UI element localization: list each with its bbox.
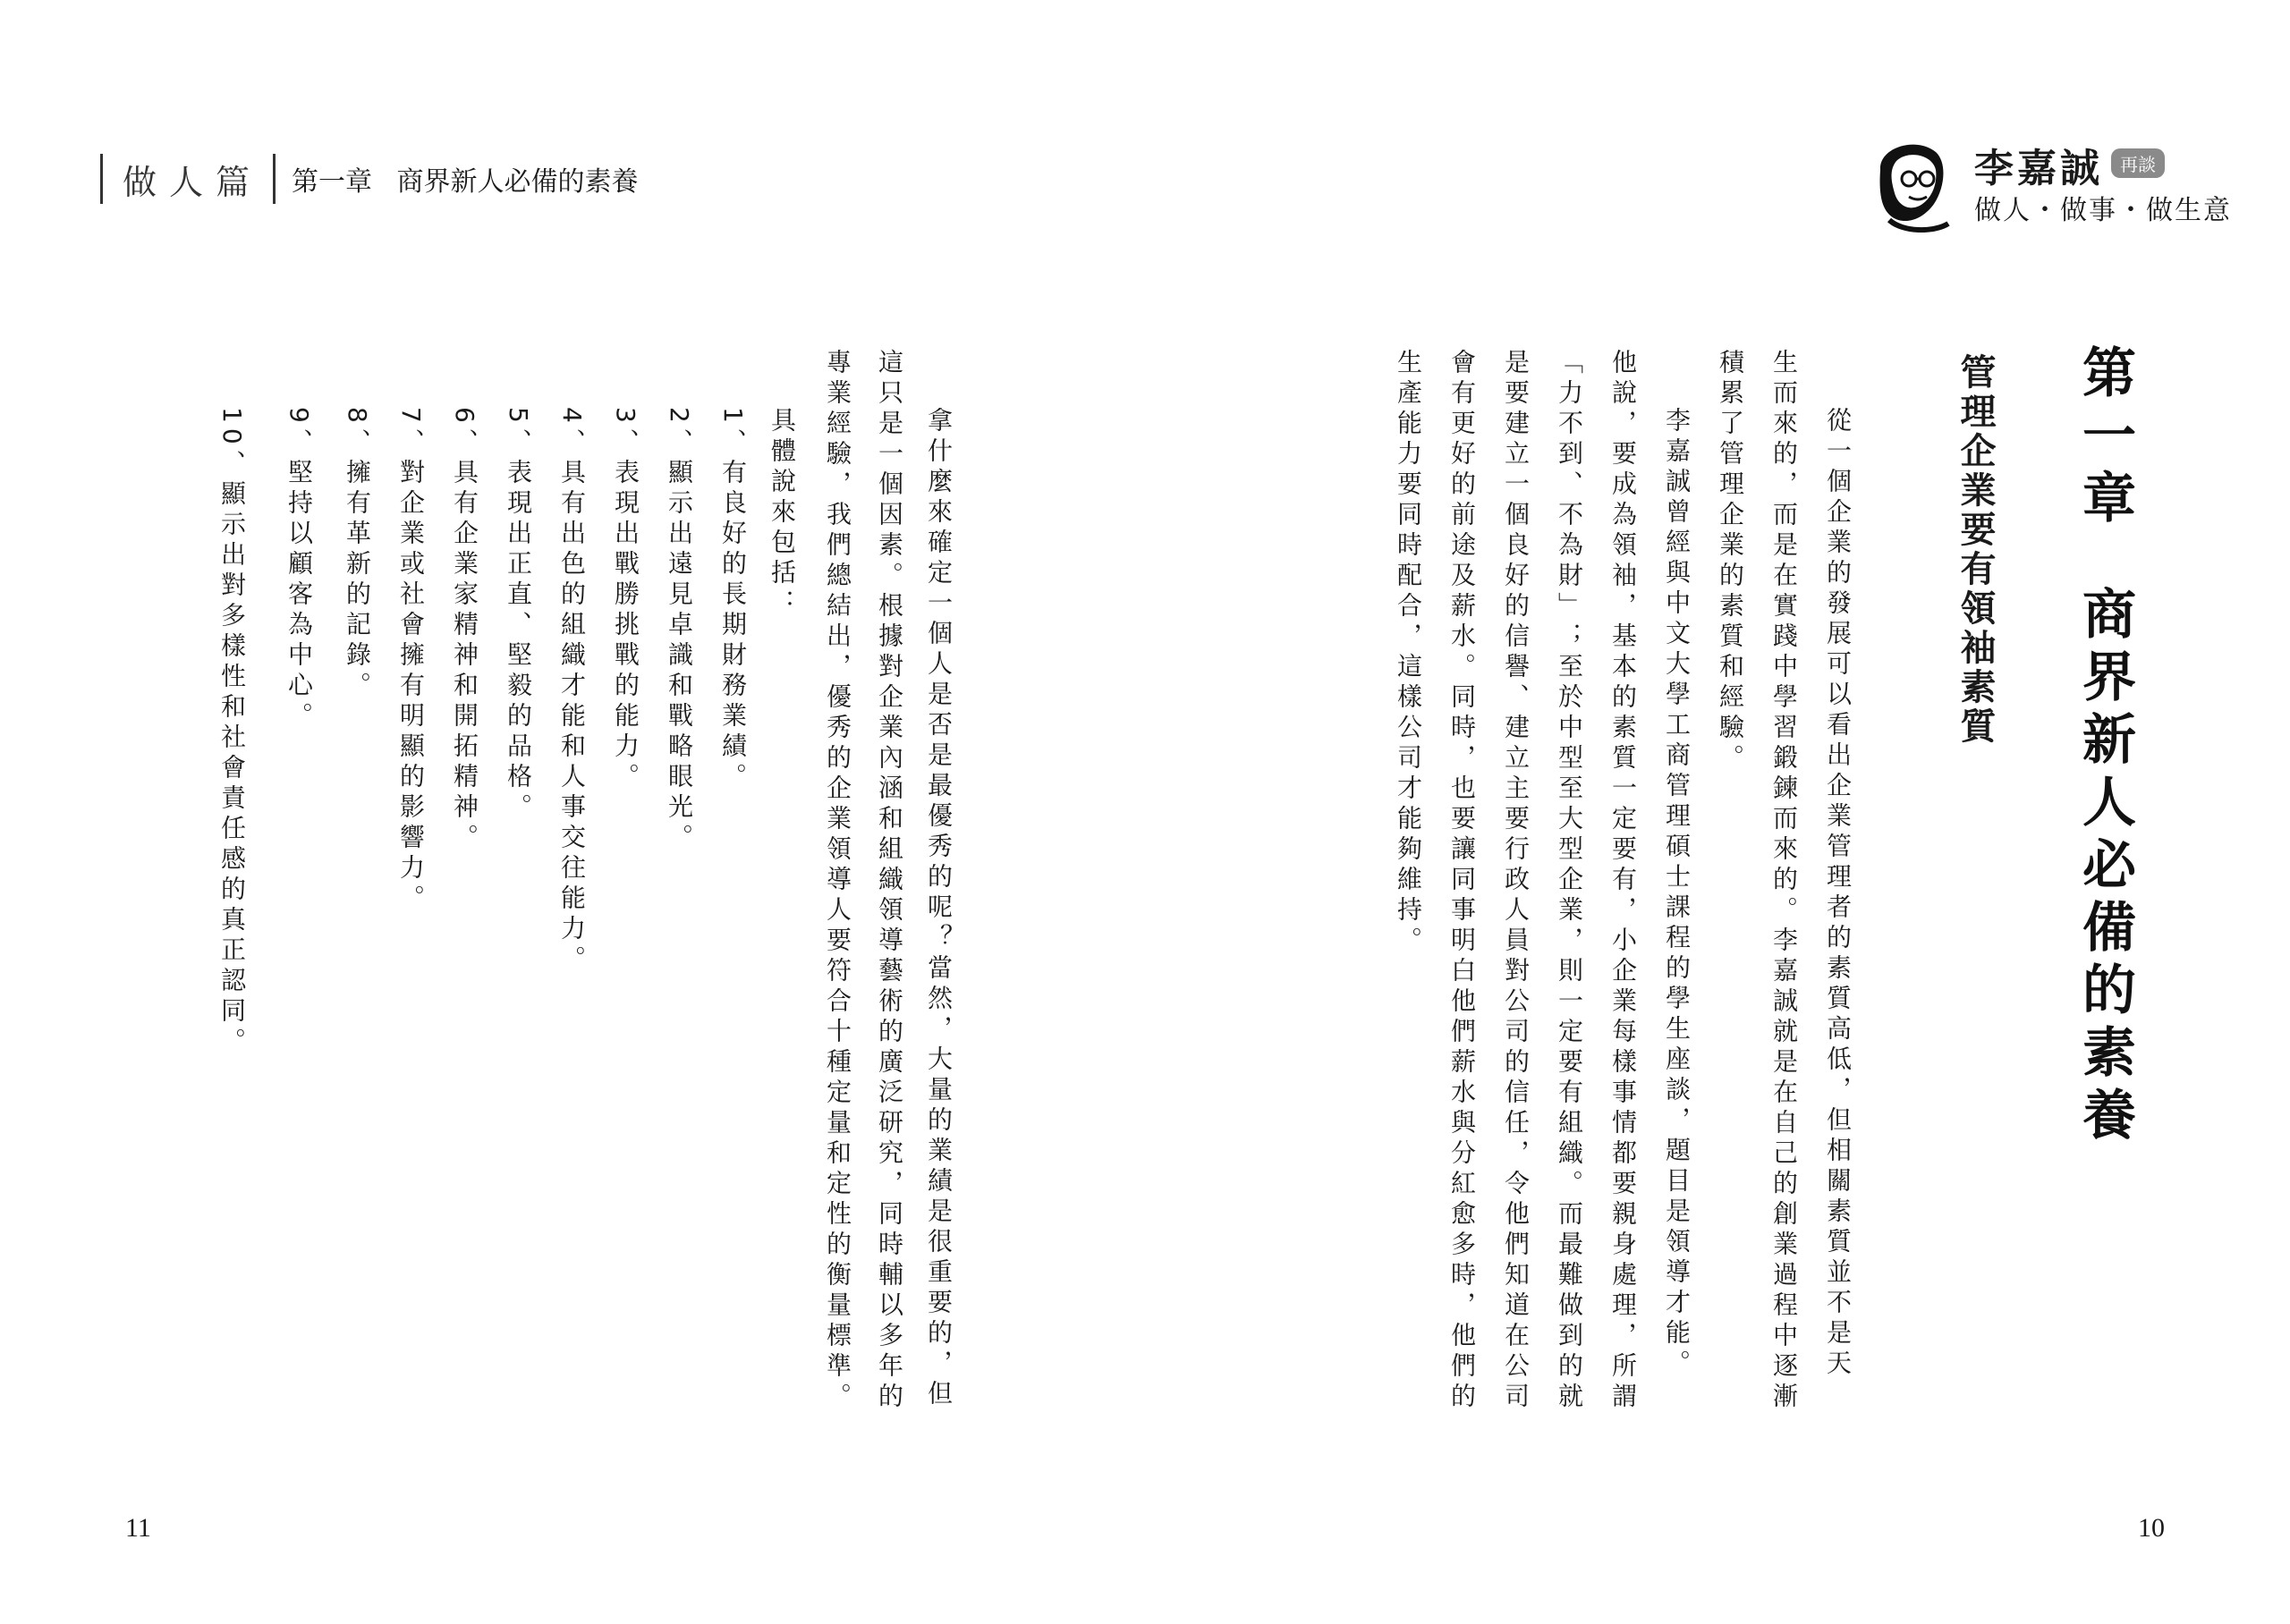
chapter-title bbox=[2066, 344, 2143, 1149]
running-header-chapter: 第一章 商界新人必備的素養 bbox=[292, 166, 639, 198]
list-item: 3、表現出戰勝挑戰的能力。 bbox=[611, 407, 640, 793]
list-item: 2、顯示出遠見卓識和戰略眼光。 bbox=[665, 407, 694, 854]
text-column: 李嘉誠曾經與中文大學工商管理碩士課程的學生座談，題目是領導才能。 bbox=[1662, 407, 1692, 1380]
chapter-name: 商界新人必備的素養 bbox=[2074, 586, 2136, 1149]
text-column: 會有更好的前途及薪水。同時，也要讓同事明白他們薪水與分紅愈多時，他們的 bbox=[1447, 349, 1477, 1413]
right-page bbox=[1145, 0, 2290, 1624]
list-item: 6、具有企業家精神和開拓精神。 bbox=[450, 407, 479, 854]
text-column: 生而來的，而是在實踐中學習鍛鍊而來的。李嘉誠就是在自己的創業過程中逐漸 bbox=[1769, 349, 1799, 1413]
running-header-part: 做人篇 bbox=[123, 162, 263, 202]
portrait-icon bbox=[1862, 134, 1961, 233]
page-number: 10 bbox=[2138, 1513, 2165, 1543]
list-item: 1、有良好的長期財務業績。 bbox=[718, 407, 748, 793]
running-header bbox=[100, 154, 639, 204]
text-column: 積累了管理企業的素質和經驗。 bbox=[1716, 349, 1745, 774]
logo-title: 李嘉誠 bbox=[1974, 146, 2103, 191]
text-column: 「力不到、不為財」；至於中型至大型企業，則一定要有組織。而最難做到的就 bbox=[1555, 349, 1584, 1413]
section-heading: 管理企業要有領袖素質 bbox=[1955, 353, 1996, 747]
page-number: 11 bbox=[125, 1513, 151, 1543]
text-column: 他說，要成為領袖，基本的素質一定要有，小企業每樣事情都要親身處理，所謂 bbox=[1608, 349, 1638, 1413]
chapter-number: 第一章 bbox=[2074, 344, 2136, 532]
list-item: 8、擁有革新的記錄。 bbox=[343, 407, 372, 702]
text-column: 這只是一個因素。根據對企業內涵和組織領導藝術的廣泛研究，同時輔以多年的 bbox=[875, 349, 904, 1413]
text-column: 是要建立一個良好的信譽、建立主要行政人員對公司的信任，令他們知道在公司 bbox=[1501, 349, 1531, 1413]
text-column: 具體說來包括： bbox=[768, 407, 797, 620]
list-item: 5、表現出正直、堅毅的品格。 bbox=[504, 407, 533, 824]
logo-badge: 再談 bbox=[2111, 148, 2165, 178]
list-item: 4、具有出色的組織才能和人事交往能力。 bbox=[557, 407, 587, 976]
text-column: 專業經驗，我們總結出，優秀的企業領導人要符合十種定量和定性的衡量標準。 bbox=[823, 349, 852, 1413]
text-column: 拿什麼來確定一個人是否是最優秀的呢？當然，大量的業績是很重要的，但 bbox=[924, 407, 954, 1410]
book-logo bbox=[1862, 134, 2290, 233]
text-column: 從一個企業的發展可以看出企業管理者的素質高低，但相關素質並不是天 bbox=[1823, 407, 1853, 1380]
list-item: 9、堅持以顧客為中心。 bbox=[284, 407, 314, 732]
text-column: 生產能力要同時配合，這樣公司才能夠維持。 bbox=[1394, 349, 1423, 957]
list-item: 7、對企業或社會擁有明顯的影響力。 bbox=[396, 407, 426, 915]
list-item: 10、顯示出對多樣性和社會責任感的真正認同。 bbox=[217, 407, 247, 1058]
logo-subtitle: 做人・做事・做生意 bbox=[1974, 195, 2232, 226]
